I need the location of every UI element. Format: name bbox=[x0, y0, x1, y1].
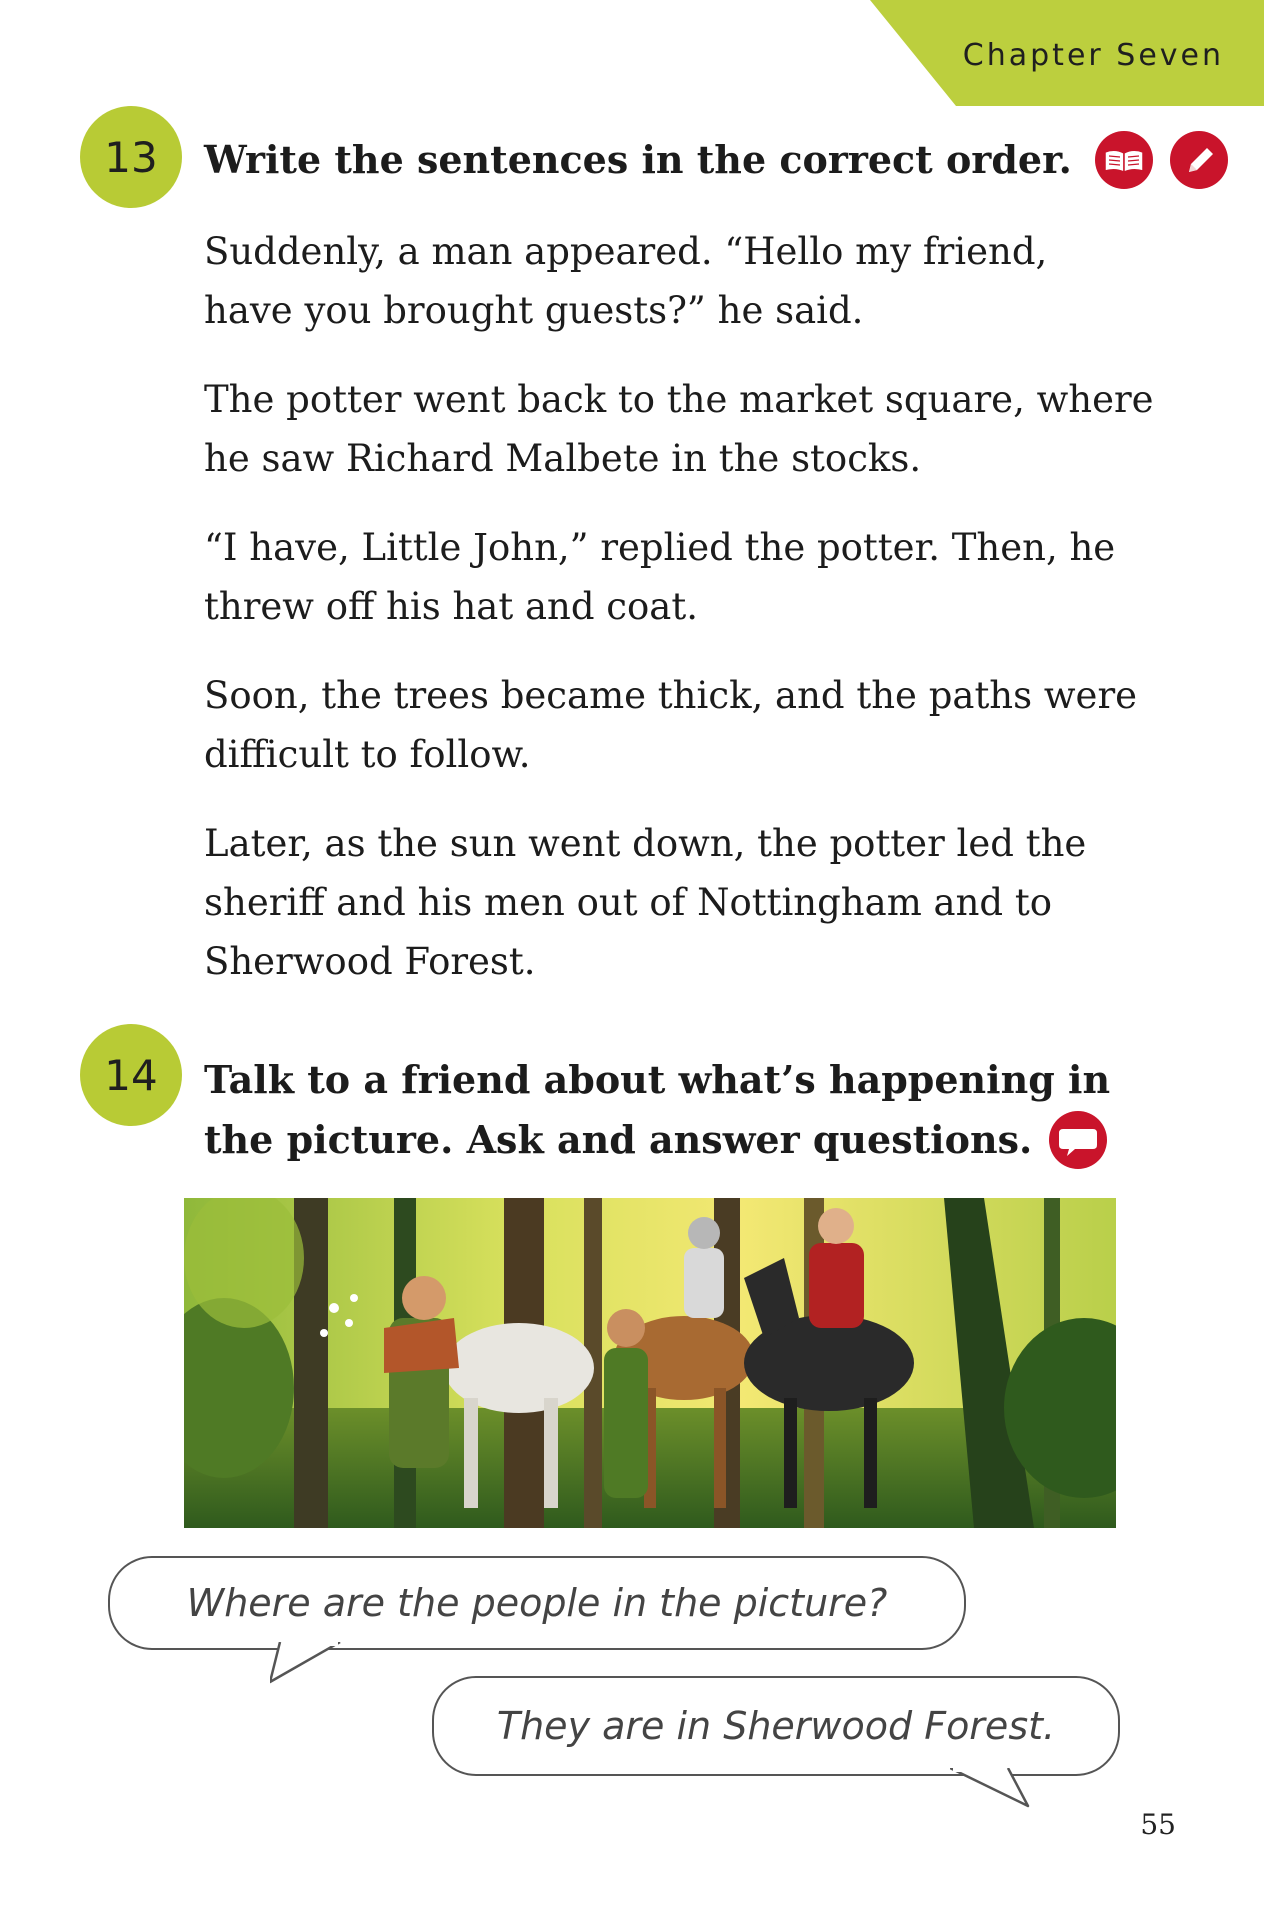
sentence-list bbox=[204, 222, 1164, 1021]
sentence-line: threw off his hat and coat. bbox=[204, 585, 698, 628]
question-text: Where are the people in the picture? bbox=[186, 1581, 888, 1625]
sentence-line: “I have, Little John,” replied the potter. Then, he bbox=[204, 526, 1116, 569]
sentence-line: The potter went back to the market square, where bbox=[204, 378, 1154, 421]
page-number: 55 bbox=[1140, 1808, 1176, 1841]
question-bubble-tail bbox=[270, 1642, 350, 1690]
chapter-title: Chapter Seven bbox=[962, 38, 1224, 73]
sentence-line: Suddenly, a man appeared. “Hello my friend, bbox=[204, 230, 1048, 273]
answer-text: They are in Sherwood Forest. bbox=[496, 1704, 1056, 1748]
sentence-line: difficult to follow. bbox=[204, 733, 531, 776]
instruction-13-text: Write the sentences in the correct order. bbox=[204, 137, 1072, 182]
sentence-line: Later, as the sun went down, the potter led the bbox=[204, 822, 1087, 865]
book-icon bbox=[1095, 131, 1153, 189]
sentence-2 bbox=[204, 370, 1164, 488]
sentence-1 bbox=[204, 222, 1164, 340]
sentence-line: he saw Richard Malbete in the stocks. bbox=[204, 437, 922, 480]
instruction-14-line1: Talk to a friend about what’s happening in bbox=[204, 1057, 1111, 1102]
sentence-3 bbox=[204, 518, 1164, 636]
answer-bubble-tail bbox=[950, 1768, 1030, 1810]
instruction-14 bbox=[204, 1050, 1110, 1173]
activity-number-13: 13 bbox=[80, 106, 182, 208]
sentence-4 bbox=[204, 666, 1164, 784]
sentence-line: Sherwood Forest. bbox=[204, 940, 536, 983]
instruction-14-line2: the picture. Ask and answer questions. bbox=[204, 1117, 1033, 1162]
speech-bubble-icon bbox=[1049, 1111, 1107, 1169]
sentence-line: Soon, the trees became thick, and the paths were bbox=[204, 674, 1138, 717]
pencil-icon bbox=[1170, 131, 1228, 189]
question-bubble bbox=[108, 1556, 966, 1650]
instruction-13 bbox=[204, 130, 1228, 193]
answer-bubble bbox=[432, 1676, 1120, 1776]
sentence-5 bbox=[204, 814, 1164, 991]
activity-number-14: 14 bbox=[80, 1024, 182, 1126]
forest-illustration bbox=[184, 1198, 1116, 1528]
sentence-line: sheriff and his men out of Nottingham and to bbox=[204, 881, 1053, 924]
sentence-line: have you brought guests?” he said. bbox=[204, 289, 864, 332]
